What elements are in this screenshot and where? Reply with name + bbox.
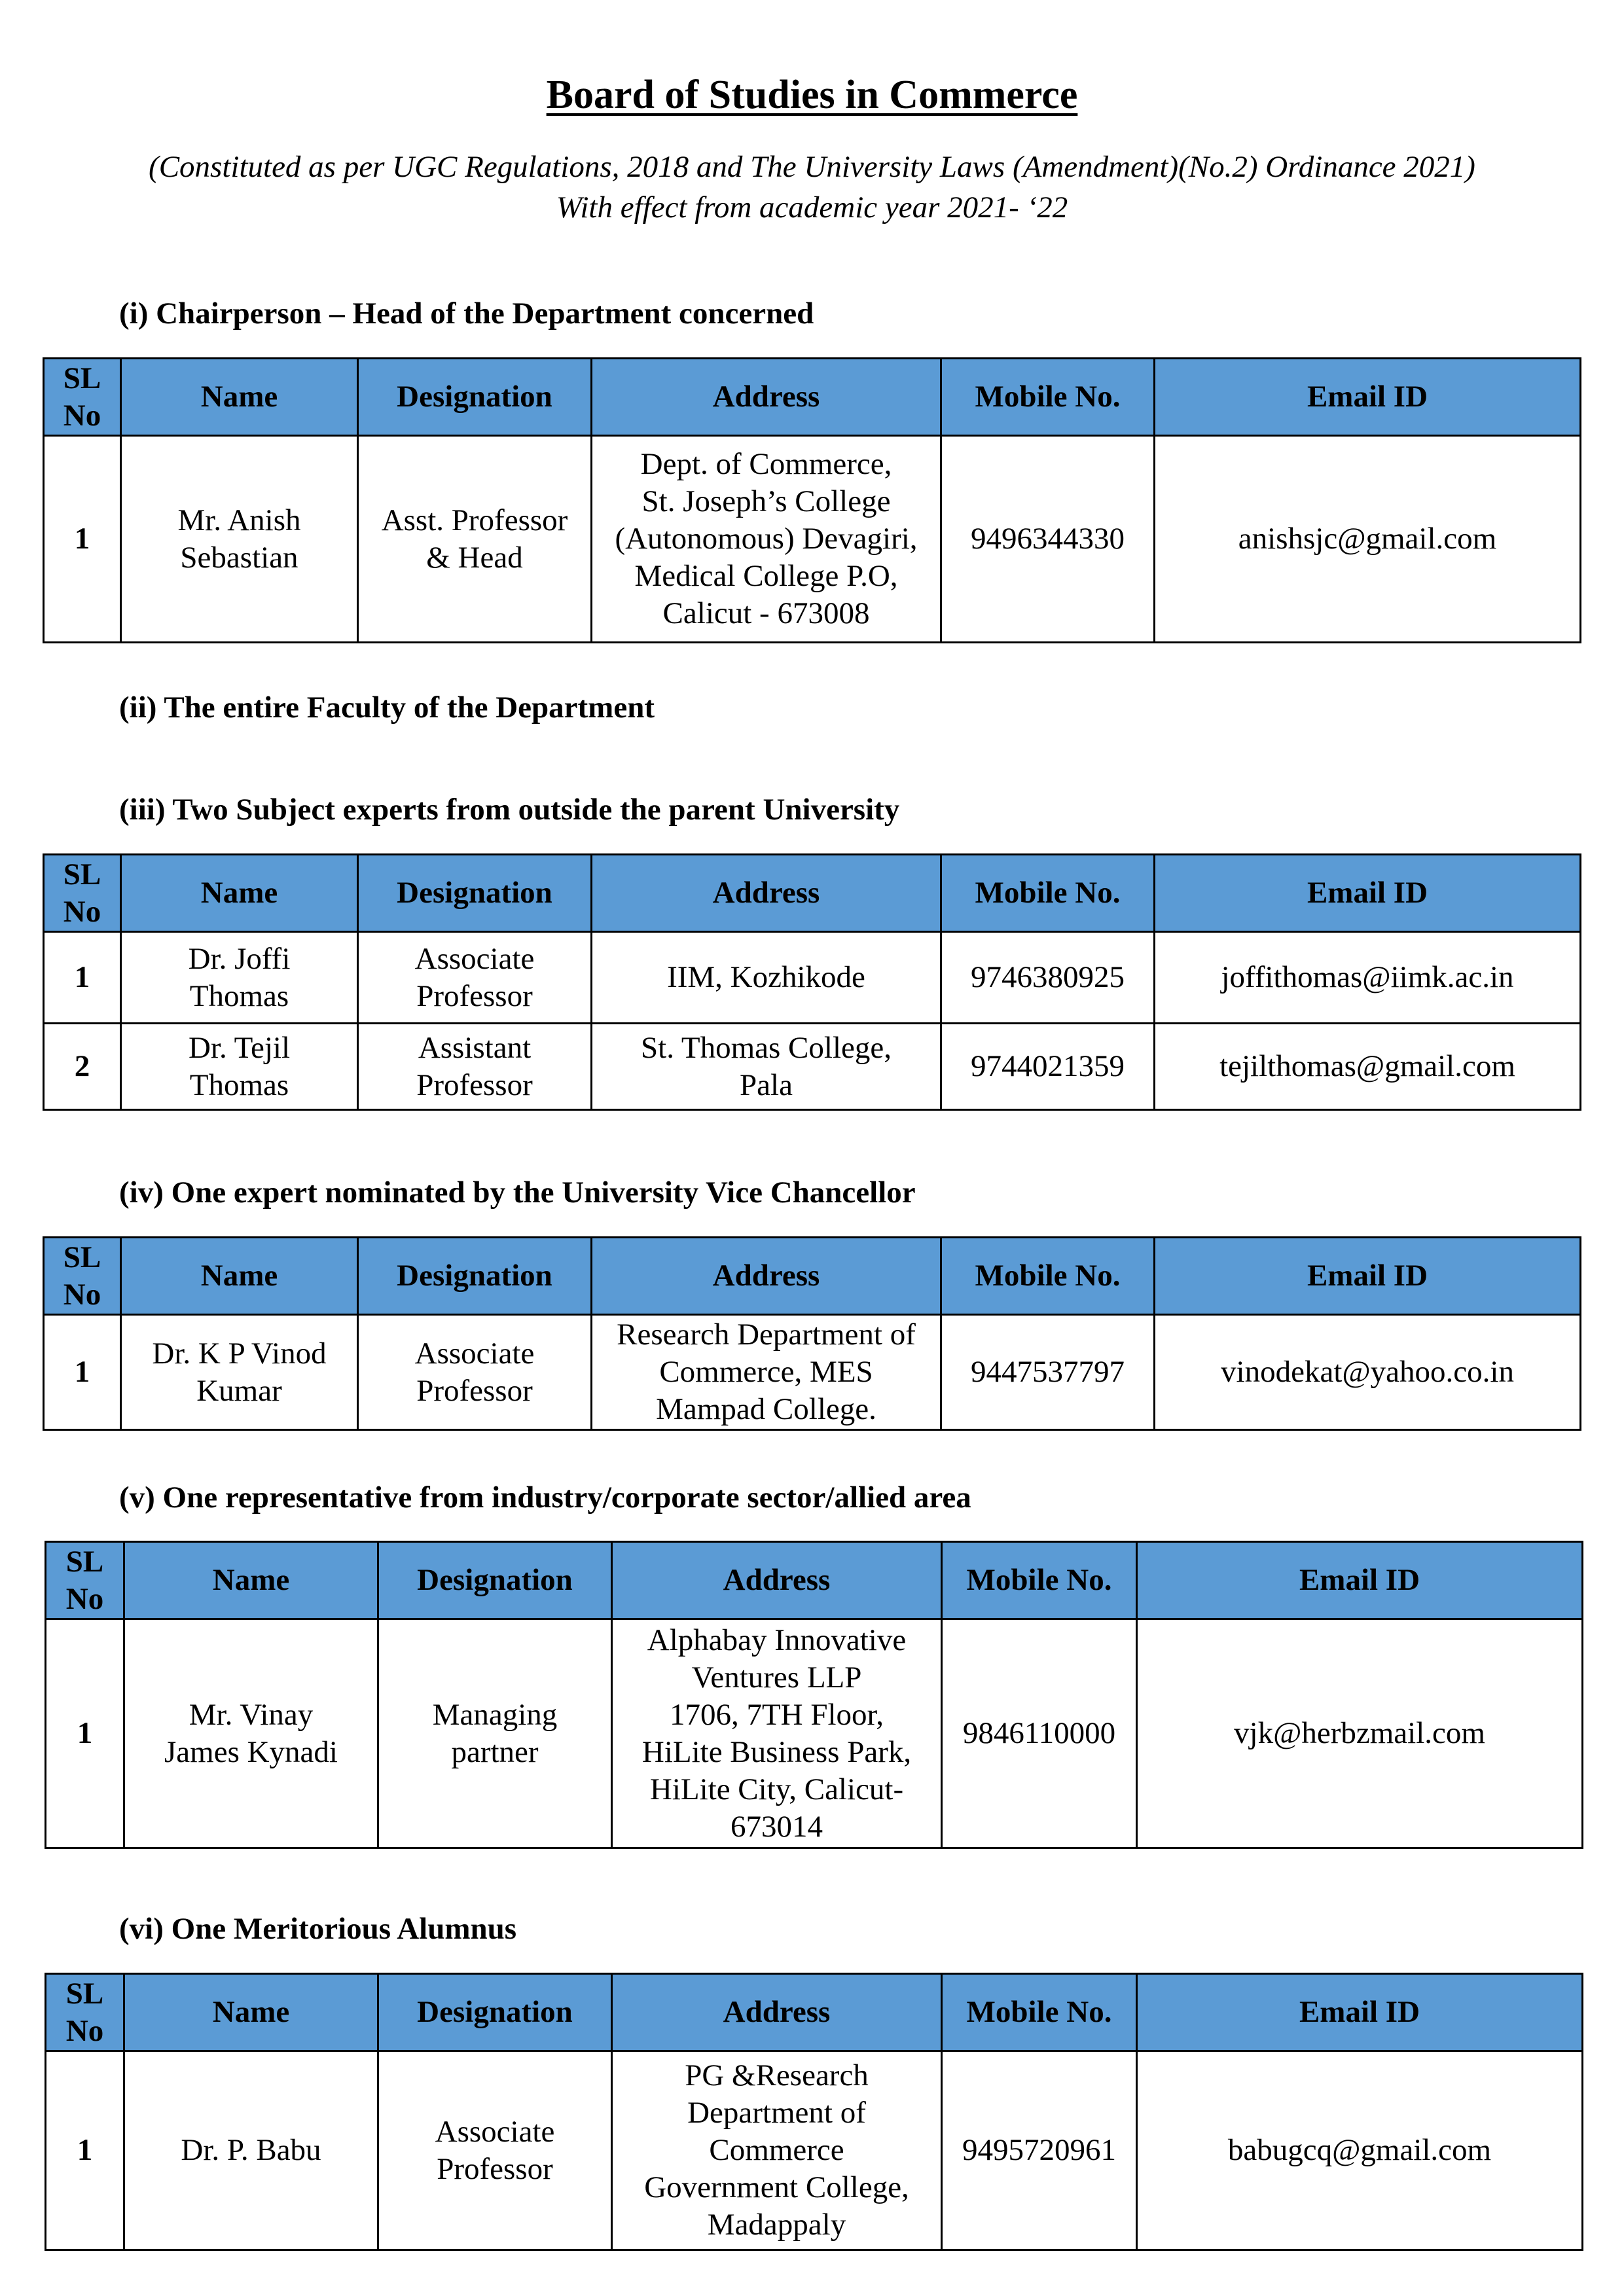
column-header-designation: Designation — [358, 1238, 592, 1315]
cell-address-line: Calicut - 673008 — [662, 596, 870, 630]
column-header-sl-no-line: SL — [63, 1240, 101, 1274]
table-header-row — [46, 1974, 1583, 2051]
column-header-sl-no-line: No — [63, 1277, 101, 1312]
cell-address-line: Commerce — [709, 2133, 844, 2167]
column-header-email: Email ID — [1155, 855, 1581, 932]
column-header-mobile: Mobile No. — [942, 1542, 1137, 1619]
table-row — [44, 436, 1581, 643]
cell-address-line: Department of — [687, 2096, 866, 2130]
column-header-designation: Designation — [358, 359, 592, 436]
cell-address-line: Pala — [740, 1067, 793, 1102]
cell-address-line: St. Thomas College, — [641, 1030, 892, 1065]
cell-address-line: Mampad College. — [656, 1392, 876, 1426]
page-title — [0, 72, 1624, 118]
table-header-row — [46, 1542, 1583, 1619]
cell-mobile: 9744021359 — [941, 1024, 1155, 1110]
cell-name — [124, 2051, 378, 2250]
cell-address — [612, 2051, 942, 2250]
column-header-sl-no-line: SL — [65, 1544, 104, 1579]
column-header-designation: Designation — [378, 1974, 612, 2051]
column-header-name: Name — [121, 855, 358, 932]
column-header-sl-no-line: SL — [63, 857, 101, 891]
column-header-sl-no — [46, 1542, 124, 1619]
cell-designation — [358, 1024, 592, 1110]
cell-designation-line: Professor — [416, 978, 533, 1013]
cell-address-line: Ventures LLP — [691, 1660, 862, 1695]
column-header-address: Address — [592, 855, 941, 932]
column-header-email: Email ID — [1137, 1974, 1583, 2051]
table-row — [44, 1024, 1581, 1110]
table-row — [46, 2051, 1583, 2250]
cell-name — [121, 1315, 358, 1430]
cell-address-line: 1706, 7TH Floor, — [669, 1697, 884, 1732]
cell-designation-line: & Head — [426, 540, 523, 575]
cell-name-line: Dr. Tejil — [188, 1030, 291, 1065]
cell-address-line: Research Department of — [617, 1318, 916, 1352]
column-header-mobile: Mobile No. — [941, 359, 1155, 436]
cell-name — [121, 1024, 358, 1110]
cell-designation-line: Professor — [437, 2151, 553, 2186]
column-header-sl-no-line: No — [65, 1581, 104, 1616]
cell-designation-line: Associate — [414, 1336, 535, 1371]
cell-designation — [358, 932, 592, 1024]
column-header-mobile: Mobile No. — [941, 855, 1155, 932]
cell-email: babugcq@gmail.com — [1137, 2051, 1583, 2250]
column-header-address: Address — [592, 1238, 941, 1315]
column-header-sl-no-line: No — [63, 894, 101, 929]
cell-designation — [378, 2051, 612, 2250]
table-header-row — [44, 359, 1581, 436]
cell-address — [592, 1024, 941, 1110]
cell-email: tejilthomas@gmail.com — [1155, 1024, 1581, 1110]
cell-address-line: Madappaly — [707, 2208, 846, 2242]
cell-designation-line: Associate — [435, 2114, 555, 2149]
cell-name-line: Dr. P. Babu — [181, 2133, 321, 2167]
cell-address-line: Alphabay Innovative — [647, 1623, 907, 1657]
cell-mobile: 9846110000 — [942, 1619, 1137, 1848]
column-header-email: Email ID — [1155, 359, 1581, 436]
column-header-email: Email ID — [1155, 1238, 1581, 1315]
cell-address — [592, 1315, 941, 1430]
column-header-sl-no — [46, 1974, 124, 2051]
section-heading: (i) Chairperson – Head of the Department concerned — [119, 296, 814, 331]
page-title-text: Board of Studies in Commerce — [546, 73, 1078, 117]
cell-address-line: Government College, — [644, 2170, 909, 2204]
cell-address-line: HiLite City, Calicut- — [649, 1772, 904, 1806]
cell-designation — [358, 1315, 592, 1430]
column-header-sl-no — [44, 359, 121, 436]
members-table — [43, 1236, 1581, 1431]
cell-mobile: 9495720961 — [942, 2051, 1137, 2250]
cell-name-line: Dr. Joffi — [188, 941, 291, 976]
cell-name-line: Sebastian — [180, 540, 298, 575]
table-header-row — [44, 1238, 1581, 1315]
column-header-mobile: Mobile No. — [941, 1238, 1155, 1315]
cell-address-line: HiLite Business Park, — [641, 1734, 912, 1769]
cell-designation-line: Associate — [414, 941, 535, 976]
table-row — [44, 932, 1581, 1024]
column-header-name: Name — [121, 359, 358, 436]
cell-designation-line: Assistant — [418, 1030, 532, 1065]
cell-address-line: Dept. of Commerce, — [640, 447, 892, 481]
column-header-sl-no-line: No — [63, 398, 101, 433]
cell-address-line: Medical College P.O, — [634, 559, 898, 593]
column-header-name: Name — [124, 1542, 378, 1619]
cell-email: anishsjc@gmail.com — [1155, 436, 1581, 643]
subtitle-line-2: With effect from academic year 2021- ‘22 — [556, 190, 1068, 224]
column-header-sl-no-line: SL — [65, 1976, 104, 2011]
cell-email: vjk@herbzmail.com — [1137, 1619, 1583, 1848]
cell-name-line: Kumar — [196, 1373, 282, 1408]
column-header-designation: Designation — [378, 1542, 612, 1619]
column-header-address: Address — [592, 359, 941, 436]
cell-designation-line: Professor — [416, 1373, 533, 1408]
column-header-name: Name — [124, 1974, 378, 2051]
cell-name-line: Mr. Vinay — [189, 1697, 314, 1732]
cell-name-line: Dr. K P Vinod — [152, 1336, 327, 1371]
members-table — [45, 1973, 1583, 2251]
table-row — [44, 1315, 1581, 1430]
cell-address-line: Commerce, MES — [659, 1355, 873, 1389]
members-table — [43, 357, 1581, 643]
cell-sl-no: 1 — [44, 1315, 121, 1430]
column-header-sl-no — [44, 855, 121, 932]
cell-designation-line: Managing — [432, 1697, 558, 1732]
column-header-sl-no-line: SL — [63, 361, 101, 395]
cell-sl-no: 1 — [44, 932, 121, 1024]
column-header-email: Email ID — [1137, 1542, 1583, 1619]
cell-address-line: 673014 — [731, 1809, 823, 1844]
cell-name-line: James Kynadi — [164, 1734, 338, 1769]
column-header-mobile: Mobile No. — [942, 1974, 1137, 2051]
cell-address-line: (Autonomous) Devagiri, — [615, 522, 918, 556]
cell-name — [121, 932, 358, 1024]
cell-designation-line: Professor — [416, 1067, 533, 1102]
table-header-row — [44, 855, 1581, 932]
cell-sl-no: 1 — [46, 2051, 124, 2250]
cell-mobile: 9496344330 — [941, 436, 1155, 643]
cell-address — [592, 932, 941, 1024]
cell-sl-no: 2 — [44, 1024, 121, 1110]
members-table — [45, 1541, 1583, 1849]
cell-designation-line: partner — [451, 1734, 539, 1769]
cell-designation — [358, 436, 592, 643]
cell-address-line: St. Joseph’s College — [641, 484, 891, 518]
cell-name-line: Thomas — [189, 978, 289, 1013]
cell-mobile: 9447537797 — [941, 1315, 1155, 1430]
cell-address — [592, 436, 941, 643]
column-header-name: Name — [121, 1238, 358, 1315]
members-table — [43, 853, 1581, 1111]
section-heading: (v) One representative from industry/corporate sector/allied area — [119, 1480, 971, 1515]
section-heading: (iii) Two Subject experts from outside the parent University — [119, 793, 900, 827]
cell-sl-no: 1 — [44, 436, 121, 643]
cell-address — [612, 1619, 942, 1848]
cell-mobile: 9746380925 — [941, 932, 1155, 1024]
column-header-address: Address — [612, 1542, 942, 1619]
cell-name — [121, 436, 358, 643]
cell-address-line: PG &Research — [685, 2058, 869, 2092]
section-heading: (iv) One expert nominated by the University Vice Chancellor — [119, 1175, 916, 1210]
section-heading: (vi) One Meritorious Alumnus — [119, 1912, 517, 1946]
cell-name — [124, 1619, 378, 1848]
cell-designation — [378, 1619, 612, 1848]
column-header-sl-no-line: No — [65, 2013, 104, 2048]
cell-email: joffithomas@iimk.ac.in — [1155, 932, 1581, 1024]
column-header-sl-no — [44, 1238, 121, 1315]
column-header-address: Address — [612, 1974, 942, 2051]
table-row — [46, 1619, 1583, 1848]
cell-name-line: Thomas — [189, 1067, 289, 1102]
cell-sl-no: 1 — [46, 1619, 124, 1848]
cell-address-line: IIM, Kozhikode — [667, 960, 865, 994]
cell-email: vinodekat@yahoo.co.in — [1155, 1315, 1581, 1430]
section-heading: (ii) The entire Faculty of the Department — [119, 691, 655, 725]
column-header-designation: Designation — [358, 855, 592, 932]
cell-designation-line: Asst. Professor — [381, 503, 568, 537]
cell-name-line: Mr. Anish — [177, 503, 301, 537]
subtitle-line-1: (Constituted as per UGC Regulations, 2018 and The University Laws (Amendment)(No.2) Ordinance 2021) — [149, 150, 1475, 184]
